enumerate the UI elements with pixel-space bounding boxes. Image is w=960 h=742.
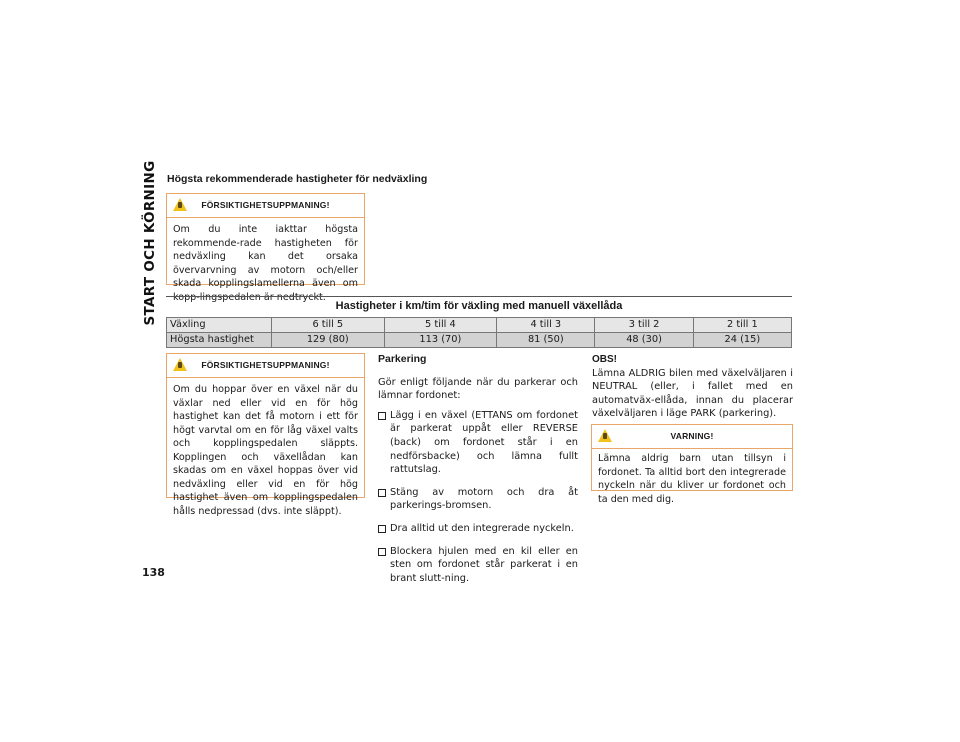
list-item: Blockera hjulen med en kil eller en sten om fordonet står parkerat i en brant slutt-ning. xyxy=(378,545,578,586)
checkbox-bullet-icon xyxy=(378,525,386,533)
caution-text: Om du hoppar över en växel när du växlar ned eller vid en för hög hastighet kan det få motorn i ett för högt varvtal om en för låg växel valts och kopplingspedalen släppts. Kopplingen och växellådan kan skadas om en växel hoppas över vid nedväxling eller vid en för hög hastighet även om kopplingspedalen hålls nedpressad (dvs. inte släppt). xyxy=(173,384,358,517)
caution-box-downshift xyxy=(166,193,365,303)
table-cell: 6 till 5 xyxy=(272,318,385,333)
warning-box-children xyxy=(591,424,793,505)
table-cell: 129 (80) xyxy=(272,333,385,348)
table-cell: 5 till 4 xyxy=(384,318,497,333)
caution-title: FÖRSIKTIGHETSUPPMANING! xyxy=(201,200,330,210)
table-cell: 113 (70) xyxy=(384,333,497,348)
checkbox-bullet-icon xyxy=(378,412,386,420)
table-title: Hastigheter i km/tim för växling med manuell växellåda xyxy=(166,296,792,317)
table-cell: 81 (50) xyxy=(497,333,595,348)
checkbox-bullet-icon xyxy=(378,548,386,556)
caution-title: FÖRSIKTIGHETSUPPMANING! xyxy=(201,360,330,370)
table-cell: 24 (15) xyxy=(693,333,791,348)
page-number: 138 xyxy=(142,566,165,579)
parking-section xyxy=(378,353,578,594)
parking-title: Parkering xyxy=(378,353,427,365)
table-cell: Växling xyxy=(167,318,272,333)
caution-box-skip-gear xyxy=(166,353,365,517)
table-cell: 3 till 2 xyxy=(595,318,693,333)
parking-list xyxy=(378,409,578,586)
table-cell: 4 till 3 xyxy=(497,318,595,333)
table-row xyxy=(167,333,792,348)
warning-header xyxy=(592,425,792,449)
list-item: Stäng av motorn och dra åt parkerings-bromsen. xyxy=(378,486,578,513)
obs-section xyxy=(592,353,793,421)
caution-header xyxy=(167,354,364,378)
chapter-side-title xyxy=(138,160,162,326)
obs-label: OBS! xyxy=(592,354,617,365)
checkbox-bullet-icon xyxy=(378,489,386,497)
table-cell: 2 till 1 xyxy=(693,318,791,333)
table-cell: 48 (30) xyxy=(595,333,693,348)
shift-speed-table xyxy=(166,296,792,348)
table-cell: Högsta hastighet xyxy=(167,333,272,348)
caution-header xyxy=(167,194,364,218)
list-item: Dra alltid ut den integrerade nyckeln. xyxy=(378,522,578,536)
parking-intro: Gör enligt följande när du parkerar och lämnar fordonet: xyxy=(378,376,578,402)
warning-title: VARNING! xyxy=(670,431,714,441)
obs-text: Lämna ALDRIG bilen med växelväljaren i NEUTRAL (eller, i fallet med en automatväx-ellåda, innan du placerar växelväljaren i läge PARK (parkering). xyxy=(592,367,793,420)
section-heading: Högsta rekommenderade hastigheter för nedväxling xyxy=(167,173,428,185)
speed-table xyxy=(166,317,792,348)
table-row xyxy=(167,318,792,333)
warning-text: Lämna aldrig barn utan tillsyn i fordonet. Ta alltid bort den integrerade nyckeln när du kliver ur fordonet och ta den med dig. xyxy=(598,453,786,505)
list-item: Lägg i en växel (ETTANS om fordonet är parkerat uppåt eller REVERSE (back) om fordonet står i en nedförsbacke) och lämna fullt rattutslag. xyxy=(378,409,578,477)
caution-text: Om du inte iakttar högsta rekommende-rade hastigheten för nedväxling kan det orsaka övervarvning av motorn och/eller skada kopplingslamellerna även om kopp-lingspedalen är nedtryckt. xyxy=(173,224,358,303)
chapter-title-text: START OCH KÖRNING xyxy=(142,160,158,326)
